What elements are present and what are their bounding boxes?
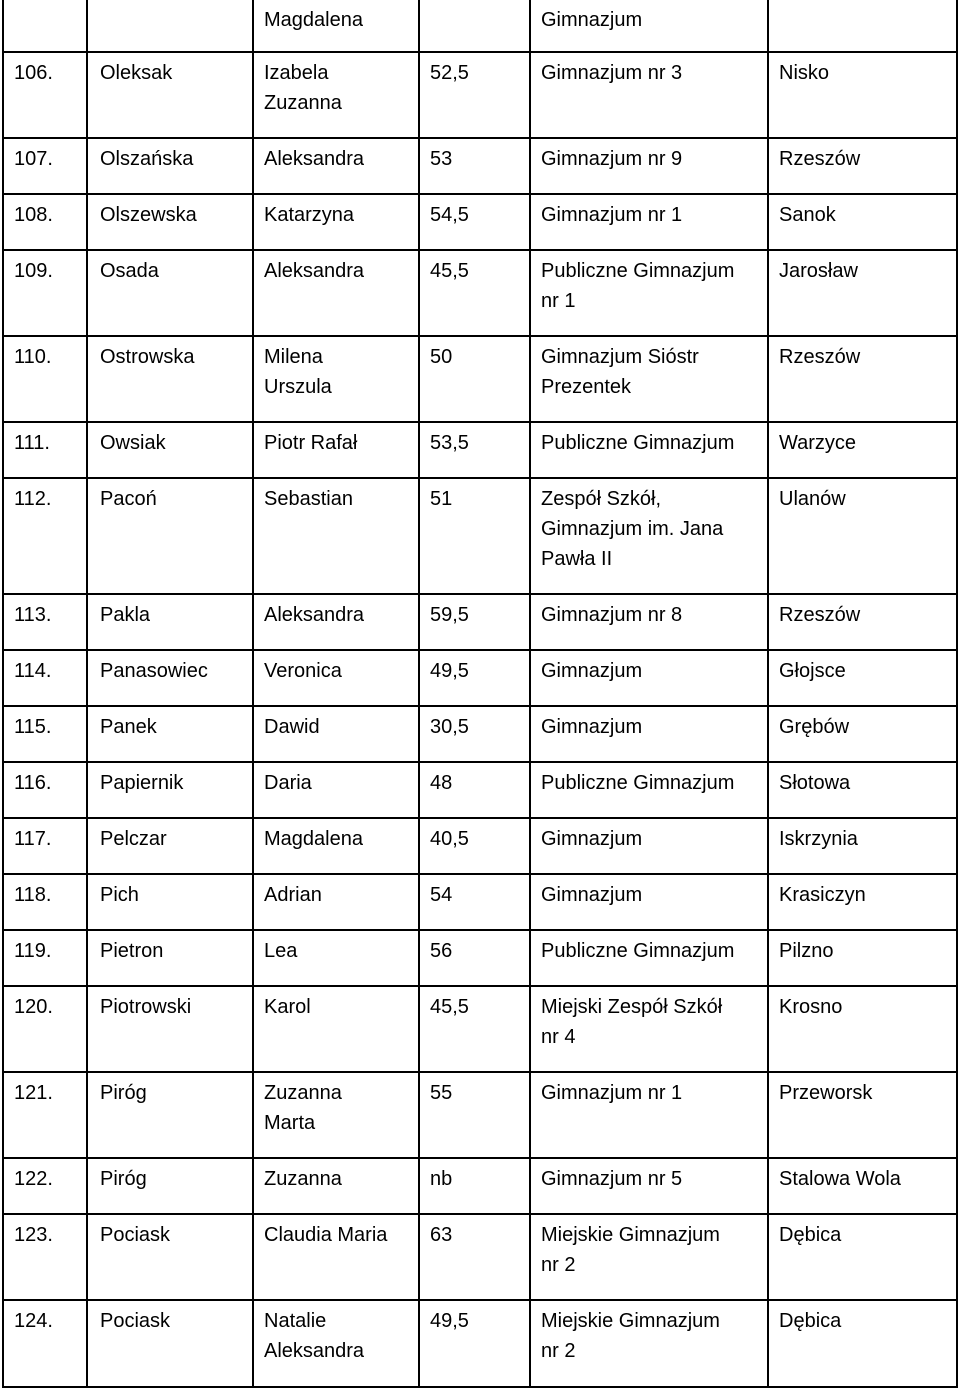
- cell-school-line: nr 1: [541, 290, 576, 312]
- cell-first-names: [253, 874, 419, 930]
- cell-first-names-line: Piotr Rafał: [264, 432, 358, 454]
- cell-surname: [87, 0, 253, 52]
- cell-school-line: Miejskie Gimnazjum: [541, 1310, 720, 1332]
- results-table: [2, 0, 958, 1388]
- table-row: [3, 594, 957, 650]
- cell-school-line: Gimnazjum: [541, 884, 643, 906]
- cell-points: 54: [419, 874, 530, 930]
- cell-number: 107.: [3, 138, 87, 194]
- cell-school-line: Miejskie Gimnazjum: [541, 1224, 720, 1246]
- cell-school: [530, 818, 768, 874]
- cell-number: 122.: [3, 1158, 87, 1214]
- cell-town: Krasiczyn: [768, 874, 957, 930]
- cell-points: 45,5: [419, 986, 530, 1072]
- cell-first-names-line: Zuzanna: [264, 1082, 342, 1104]
- cell-points: 48: [419, 762, 530, 818]
- cell-first-names: [253, 706, 419, 762]
- cell-points: 49,5: [419, 1300, 530, 1387]
- cell-first-names-line: Dawid: [264, 716, 320, 738]
- cell-first-names: [253, 478, 419, 594]
- cell-number: 115.: [3, 706, 87, 762]
- table-row: [3, 706, 957, 762]
- cell-school-line: Gimnazjum nr 1: [541, 1082, 683, 1104]
- cell-school-line: Gimnazjum: [541, 828, 643, 850]
- cell-number: 118.: [3, 874, 87, 930]
- cell-first-names: [253, 986, 419, 1072]
- cell-school: [530, 1072, 768, 1158]
- cell-town: Ulanów: [768, 478, 957, 594]
- cell-first-names-line: Izabela: [264, 62, 329, 84]
- cell-first-names: [253, 1158, 419, 1214]
- cell-town: Krosno: [768, 986, 957, 1072]
- cell-points: 63: [419, 1214, 530, 1300]
- cell-town: Przeworsk: [768, 1072, 957, 1158]
- cell-number: 120.: [3, 986, 87, 1072]
- cell-school: [530, 874, 768, 930]
- cell-first-names-line: Aleksandra: [264, 260, 365, 282]
- cell-first-names: [253, 1300, 419, 1387]
- cell-town: Jarosław: [768, 250, 957, 336]
- cell-surname: Ostrowska: [87, 336, 253, 422]
- cell-first-names-line: Marta: [264, 1112, 316, 1134]
- cell-town: Stalowa Wola: [768, 1158, 957, 1214]
- cell-town: Rzeszów: [768, 336, 957, 422]
- table-row: [3, 422, 957, 478]
- cell-surname: Pacoń: [87, 478, 253, 594]
- cell-school-line: Gimnazjum nr 9: [541, 148, 683, 170]
- cell-school: [530, 52, 768, 138]
- cell-school: [530, 138, 768, 194]
- cell-points: 54,5: [419, 194, 530, 250]
- table-row: [3, 336, 957, 422]
- cell-number: 110.: [3, 336, 87, 422]
- cell-school: [530, 762, 768, 818]
- cell-points: 56: [419, 930, 530, 986]
- cell-school: [530, 1214, 768, 1300]
- cell-school-line: Gimnazjum Sióstr: [541, 346, 699, 368]
- cell-first-names-line: Aleksandra: [264, 1340, 365, 1362]
- cell-points: 55: [419, 1072, 530, 1158]
- cell-school-line: Gimnazjum nr 5: [541, 1168, 683, 1190]
- cell-school-line: Zespół Szkół,: [541, 488, 662, 510]
- cell-number: 121.: [3, 1072, 87, 1158]
- table-row: [3, 1214, 957, 1300]
- cell-school-line: Gimnazjum nr 8: [541, 604, 683, 626]
- cell-first-names: [253, 250, 419, 336]
- cell-first-names-line: Magdalena: [264, 9, 363, 31]
- cell-school: [530, 0, 768, 52]
- table-row: [3, 1158, 957, 1214]
- cell-number: 112.: [3, 478, 87, 594]
- cell-town: Grębów: [768, 706, 957, 762]
- cell-points: nb: [419, 1158, 530, 1214]
- cell-school-line: Prezentek: [541, 376, 632, 398]
- cell-first-names: [253, 52, 419, 138]
- table-row: [3, 250, 957, 336]
- cell-first-names: [253, 0, 419, 52]
- cell-school-line: Publiczne Gimnazjum: [541, 772, 735, 794]
- cell-points: 49,5: [419, 650, 530, 706]
- cell-school-line: nr 2: [541, 1254, 576, 1276]
- cell-surname: Panek: [87, 706, 253, 762]
- cell-surname: Piróg: [87, 1158, 253, 1214]
- cell-school-line: Gimnazjum im. Jana: [541, 518, 724, 540]
- cell-school: [530, 986, 768, 1072]
- cell-first-names: [253, 594, 419, 650]
- cell-points: 50: [419, 336, 530, 422]
- cell-school: [530, 1158, 768, 1214]
- cell-school: [530, 594, 768, 650]
- cell-number: 108.: [3, 194, 87, 250]
- cell-town: Iskrzynia: [768, 818, 957, 874]
- cell-surname: Oleksak: [87, 52, 253, 138]
- cell-surname: Pelczar: [87, 818, 253, 874]
- cell-school: [530, 930, 768, 986]
- table-row: [3, 818, 957, 874]
- cell-surname: Pociask: [87, 1214, 253, 1300]
- cell-number: 123.: [3, 1214, 87, 1300]
- cell-number: 113.: [3, 594, 87, 650]
- cell-surname: Panasowiec: [87, 650, 253, 706]
- table-row: [3, 0, 957, 52]
- cell-points: 53: [419, 138, 530, 194]
- cell-first-names-line: Lea: [264, 940, 298, 962]
- cell-points: [419, 0, 530, 52]
- cell-surname: Pietron: [87, 930, 253, 986]
- cell-first-names-line: Zuzanna: [264, 1168, 342, 1190]
- cell-school-line: Gimnazjum nr 1: [541, 204, 683, 226]
- table-row: [3, 762, 957, 818]
- cell-school-line: Pawła II: [541, 548, 613, 570]
- cell-school-line: nr 4: [541, 1026, 576, 1048]
- cell-surname: Pich: [87, 874, 253, 930]
- cell-number: 111.: [3, 422, 87, 478]
- cell-first-names-line: Magdalena: [264, 828, 363, 850]
- results-table-body: [3, 0, 957, 1387]
- cell-points: 30,5: [419, 706, 530, 762]
- table-row: [3, 986, 957, 1072]
- cell-first-names: [253, 762, 419, 818]
- cell-number: 106.: [3, 52, 87, 138]
- cell-surname: Pakla: [87, 594, 253, 650]
- cell-town: Pilzno: [768, 930, 957, 986]
- cell-town: Rzeszów: [768, 138, 957, 194]
- cell-first-names: [253, 422, 419, 478]
- cell-school-line: Publiczne Gimnazjum: [541, 432, 735, 454]
- cell-first-names-line: Daria: [264, 772, 312, 794]
- cell-town: Dębica: [768, 1214, 957, 1300]
- cell-town: Warzyce: [768, 422, 957, 478]
- table-row: [3, 930, 957, 986]
- cell-school-line: Miejski Zespół Szkół: [541, 996, 723, 1018]
- cell-first-names-line: Zuzanna: [264, 92, 342, 114]
- cell-points: 40,5: [419, 818, 530, 874]
- cell-first-names-line: Karol: [264, 996, 311, 1018]
- cell-first-names-line: Natalie: [264, 1310, 327, 1332]
- cell-town: Nisko: [768, 52, 957, 138]
- cell-school-line: Gimnazjum nr 3: [541, 62, 683, 84]
- table-row: [3, 650, 957, 706]
- cell-school: [530, 1300, 768, 1387]
- cell-first-names-line: Adrian: [264, 884, 322, 906]
- cell-school: [530, 478, 768, 594]
- cell-first-names: [253, 1072, 419, 1158]
- cell-first-names-line: Aleksandra: [264, 604, 365, 626]
- cell-points: 52,5: [419, 52, 530, 138]
- cell-number: 109.: [3, 250, 87, 336]
- cell-surname: Pociask: [87, 1300, 253, 1387]
- cell-surname: Osada: [87, 250, 253, 336]
- cell-first-names: [253, 336, 419, 422]
- cell-school: [530, 650, 768, 706]
- cell-town: [768, 0, 957, 52]
- table-row: [3, 478, 957, 594]
- cell-points: 45,5: [419, 250, 530, 336]
- cell-number: 117.: [3, 818, 87, 874]
- cell-first-names-line: Sebastian: [264, 488, 353, 510]
- cell-town: Dębica: [768, 1300, 957, 1387]
- cell-town: Głojsce: [768, 650, 957, 706]
- cell-school: [530, 422, 768, 478]
- cell-school-line: Publiczne Gimnazjum: [541, 940, 735, 962]
- table-row: [3, 52, 957, 138]
- cell-number: 124.: [3, 1300, 87, 1387]
- cell-school: [530, 336, 768, 422]
- cell-points: 51: [419, 478, 530, 594]
- cell-first-names: [253, 930, 419, 986]
- cell-town: Słotowa: [768, 762, 957, 818]
- cell-first-names-line: Milena: [264, 346, 323, 368]
- cell-school-line: Gimnazjum: [541, 660, 643, 682]
- cell-surname: Olszewska: [87, 194, 253, 250]
- cell-school: [530, 250, 768, 336]
- cell-surname: Olszańska: [87, 138, 253, 194]
- cell-points: 59,5: [419, 594, 530, 650]
- cell-number: 119.: [3, 930, 87, 986]
- table-row: [3, 1300, 957, 1387]
- cell-first-names: [253, 194, 419, 250]
- cell-number: 116.: [3, 762, 87, 818]
- cell-school-line: nr 2: [541, 1340, 576, 1362]
- cell-surname: Owsiak: [87, 422, 253, 478]
- cell-first-names: [253, 650, 419, 706]
- table-row: [3, 1072, 957, 1158]
- cell-first-names: [253, 1214, 419, 1300]
- table-row: [3, 874, 957, 930]
- cell-first-names: [253, 818, 419, 874]
- cell-school-line: Publiczne Gimnazjum: [541, 260, 735, 282]
- cell-first-names-line: Veronica: [264, 660, 342, 682]
- table-row: [3, 138, 957, 194]
- cell-surname: Piróg: [87, 1072, 253, 1158]
- cell-first-names-line: Aleksandra: [264, 148, 365, 170]
- cell-school: [530, 706, 768, 762]
- cell-number: 114.: [3, 650, 87, 706]
- cell-first-names-line: Katarzyna: [264, 204, 355, 226]
- cell-school-line: Gimnazjum: [541, 716, 643, 738]
- cell-points: 53,5: [419, 422, 530, 478]
- cell-first-names: [253, 138, 419, 194]
- cell-surname: Papiernik: [87, 762, 253, 818]
- cell-town: Rzeszów: [768, 594, 957, 650]
- cell-school: [530, 194, 768, 250]
- cell-number: [3, 0, 87, 52]
- cell-school-line: Gimnazjum: [541, 9, 643, 31]
- cell-first-names-line: Claudia Maria: [264, 1224, 388, 1246]
- cell-first-names-line: Urszula: [264, 376, 332, 398]
- cell-town: Sanok: [768, 194, 957, 250]
- table-row: [3, 194, 957, 250]
- cell-surname: Piotrowski: [87, 986, 253, 1072]
